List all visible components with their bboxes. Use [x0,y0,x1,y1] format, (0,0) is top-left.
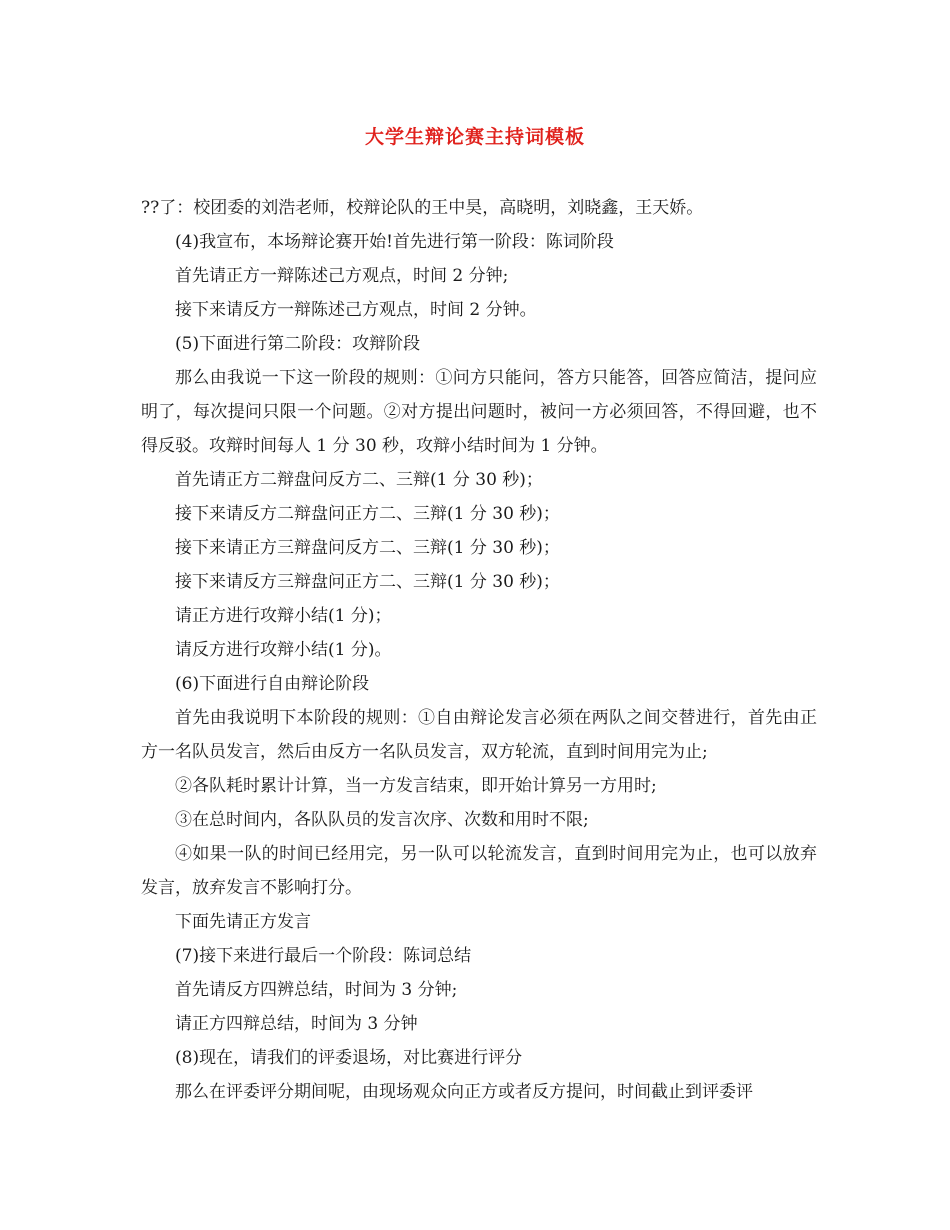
paragraph: 接下来请反方一辩陈述己方观点，时间 2 分钟。 [175,300,537,320]
document-title: 大学生辩论赛主持词模板 [364,126,585,148]
paragraph: 接下来请反方二辩盘问正方二、三辩(1 分 30 秒)； [175,504,560,524]
paragraph: 接下来请正方三辩盘问反方二、三辩(1 分 30 秒)； [175,538,560,558]
paragraph: 请正方进行攻辩小结(1 分)； [175,606,392,626]
paragraph: 首先请正方二辩盘问反方二、三辩(1 分 30 秒)； [175,470,543,490]
paragraph: 请反方进行攻辩小结(1 分)。 [175,640,392,660]
paragraph: 首先请正方一辩陈述己方观点，时间 2 分钟; [175,266,509,286]
paragraph: 接下来请反方三辩盘问正方二、三辩(1 分 30 秒)； [175,572,560,592]
paragraph: 下面先请正方发言 [175,912,311,932]
paragraph: ??了：校团委的刘浩老师，校辩论队的王中昊，高晓明，刘晓鑫，王天娇。 [141,198,704,218]
paragraph: 那么由我说一下这一阶段的规则：①问方只能问，答方只能答，回答应简洁，提问应明了，每次提问只限一个问题。②对方提出问题时，被问一方必须回答，不得回避，也不得反驳。攻辩时间每人 1 分 30 秒，攻辩小结时间为 1 分钟。 [141,368,817,456]
paragraph: (4)我宣布，本场辩论赛开始!首先进行第一阶段：陈词阶段 [175,232,614,252]
paragraph: (8)现在，请我们的评委退场，对比赛进行评分 [175,1048,523,1068]
paragraph: 请正方四辩总结，时间为 3 分钟 [175,1014,418,1034]
document-body [141,191,817,1109]
paragraph: ④如果一队的时间已经用完，另一队可以轮流发言，直到时间用完为止，也可以放弃发言，放弃发言不影响打分。 [141,844,817,898]
paragraph: 首先由我说明下本阶段的规则：①自由辩论发言必须在两队之间交替进行，首先由正方一名队员发言，然后由反方一名队员发言，双方轮流，直到时间用完为止; [141,708,817,762]
paragraph: ②各队耗时累计计算，当一方发言结束，即开始计算另一方用时; [175,776,657,796]
paragraph: (6)下面进行自由辩论阶段 [175,674,370,694]
paragraph: (7)接下来进行最后一个阶段：陈词总结 [175,946,472,966]
paragraph: 那么在评委评分期间呢，由现场观众向正方或者反方提问，时间截止到评委评 [175,1082,753,1102]
paragraph: (5)下面进行第二阶段：攻辩阶段 [175,334,421,354]
paragraph: 首先请反方四辨总结，时间为 3 分钟; [175,980,458,1000]
paragraph: ③在总时间内，各队队员的发言次序、次数和用时不限; [175,810,589,830]
